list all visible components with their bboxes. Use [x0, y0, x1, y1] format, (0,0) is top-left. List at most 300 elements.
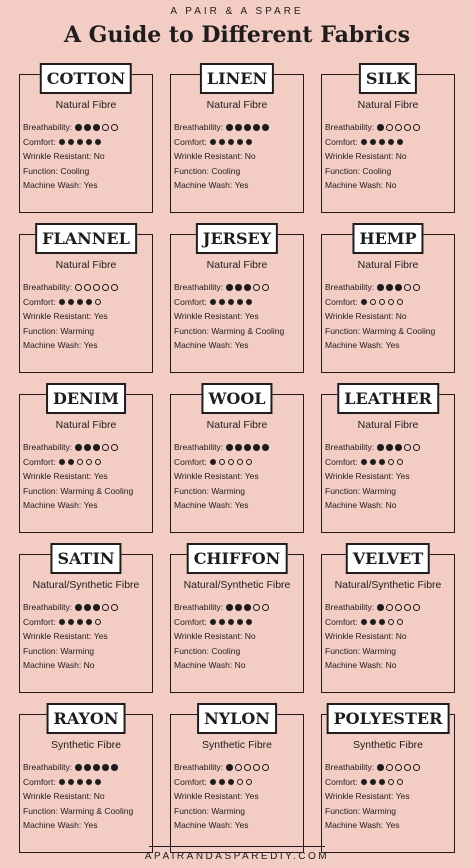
filled-dot [59, 139, 66, 146]
filled-dot [361, 459, 368, 466]
function-row [23, 644, 152, 659]
wrinkle-row-label: Wrinkle Resistant: [174, 311, 243, 322]
filled-dot [86, 779, 93, 786]
empty-dot [388, 299, 395, 306]
empty-dot [413, 124, 420, 131]
breathability-row-rating [226, 604, 271, 611]
comfort-row-rating [361, 459, 406, 466]
filled-dot [210, 299, 217, 306]
machine-wash-row [325, 338, 454, 353]
comfort-row [23, 775, 152, 790]
comfort-row-rating [361, 619, 406, 626]
filled-dot [75, 444, 82, 451]
machine-wash-row-label: Machine Wash: [325, 340, 384, 351]
comfort-row-rating [210, 619, 255, 626]
breathability-row [174, 600, 303, 615]
comfort-row [325, 455, 454, 470]
wrinkle-row [174, 469, 303, 484]
comfort-row-rating [59, 139, 104, 146]
fabric-properties [23, 760, 152, 833]
filled-dot [219, 779, 226, 786]
filled-dot [84, 124, 91, 131]
comfort-row [23, 615, 152, 630]
wrinkle-row-label: Wrinkle Resistant: [174, 791, 243, 802]
wrinkle-row-value: Yes [395, 471, 410, 482]
breathability-row-label: Breathability: [325, 442, 375, 452]
filled-dot [377, 444, 384, 451]
wrinkle-row-label: Wrinkle Resistant: [23, 311, 92, 322]
fibre-type: Natural Fibre [206, 259, 268, 271]
function-row-value: Warming [211, 805, 246, 816]
function-row [174, 164, 303, 179]
machine-wash-row [325, 498, 454, 513]
filled-dot [377, 764, 384, 771]
wrinkle-row-label: Wrinkle Resistant: [174, 151, 243, 162]
breathability-row-rating [377, 604, 422, 611]
wrinkle-row-label: Wrinkle Resistant: [325, 791, 394, 802]
filled-dot [228, 779, 235, 786]
machine-wash-row-value: Yes [83, 500, 98, 511]
filled-dot [210, 139, 217, 146]
filled-dot [86, 619, 93, 626]
breathability-row-rating [75, 604, 120, 611]
wrinkle-row [325, 789, 454, 804]
empty-dot [246, 779, 253, 786]
breathability-row-label: Breathability: [174, 122, 224, 132]
machine-wash-row-value: Yes [234, 500, 249, 511]
function-row-label: Function: [23, 325, 58, 336]
empty-dot [404, 284, 411, 291]
wrinkle-row-value: Yes [395, 791, 410, 802]
machine-wash-row-value: No [385, 500, 397, 511]
filled-dot [370, 779, 377, 786]
comfort-row-label: Comfort: [325, 616, 358, 627]
fabric-name: VELVET [346, 543, 430, 574]
machine-wash-row-label: Machine Wash: [23, 340, 82, 351]
fibre-type: Synthetic Fibre [50, 739, 122, 751]
fabric-name: RAYON [47, 703, 126, 734]
filled-dot [59, 299, 66, 306]
breathability-row-rating [75, 764, 120, 771]
filled-dot [379, 779, 386, 786]
breathability-row-label: Breathability: [174, 282, 224, 292]
fibre-type: Natural Fibre [206, 99, 268, 111]
comfort-row-rating [210, 299, 255, 306]
filled-dot [68, 779, 75, 786]
empty-dot [395, 604, 402, 611]
comfort-row [174, 775, 303, 790]
wrinkle-row [325, 469, 454, 484]
breathability-row [23, 600, 152, 615]
breathability-row [174, 120, 303, 135]
wrinkle-row [174, 629, 303, 644]
filled-dot [59, 459, 66, 466]
function-row-value: Warming & Cooling [60, 485, 134, 496]
filled-dot [77, 139, 84, 146]
machine-wash-row-label: Machine Wash: [23, 820, 82, 831]
function-row-label: Function: [325, 325, 360, 336]
comfort-row [23, 455, 152, 470]
function-row-label: Function: [23, 485, 58, 496]
empty-dot [102, 124, 109, 131]
comfort-row-rating [59, 779, 104, 786]
machine-wash-row-value: Yes [234, 340, 249, 351]
function-row [325, 324, 454, 339]
comfort-row [23, 295, 152, 310]
filled-dot [262, 124, 269, 131]
breathability-row-label: Breathability: [174, 762, 224, 772]
filled-dot [93, 124, 100, 131]
function-row-value: Warming & Cooling [211, 325, 285, 336]
filled-dot [84, 444, 91, 451]
machine-wash-row [23, 498, 152, 513]
empty-dot [95, 459, 102, 466]
empty-dot [253, 764, 260, 771]
empty-dot [253, 604, 260, 611]
empty-dot [235, 764, 242, 771]
function-row-label: Function: [23, 645, 58, 656]
filled-dot [86, 139, 93, 146]
filled-dot [77, 299, 84, 306]
comfort-row-label: Comfort: [23, 456, 56, 467]
empty-dot [102, 284, 109, 291]
empty-dot [262, 604, 269, 611]
function-row [23, 804, 152, 819]
function-row [174, 484, 303, 499]
comfort-row-label: Comfort: [325, 456, 358, 467]
machine-wash-row-label: Machine Wash: [325, 660, 384, 671]
filled-dot [370, 619, 377, 626]
comfort-row [325, 775, 454, 790]
machine-wash-row-value: No [385, 660, 397, 671]
machine-wash-row-value: Yes [234, 180, 249, 191]
fabric-card [19, 69, 153, 213]
machine-wash-row [23, 338, 152, 353]
machine-wash-row-label: Machine Wash: [325, 180, 384, 191]
filled-dot [361, 139, 368, 146]
empty-dot [84, 284, 91, 291]
comfort-row-rating [59, 299, 104, 306]
empty-dot [397, 619, 404, 626]
fibre-type: Natural Fibre [357, 419, 419, 431]
empty-dot [404, 764, 411, 771]
machine-wash-row-value: No [83, 660, 95, 671]
fabric-card [19, 549, 153, 693]
fabric-properties [23, 600, 152, 673]
function-row-label: Function: [174, 325, 209, 336]
machine-wash-row-value: No [234, 660, 246, 671]
wrinkle-row [325, 309, 454, 324]
filled-dot [237, 619, 244, 626]
empty-dot [413, 284, 420, 291]
function-row-value: Warming [60, 645, 95, 656]
empty-dot [404, 444, 411, 451]
fabric-card [321, 69, 455, 213]
fibre-type: Natural/Synthetic Fibre [183, 579, 291, 591]
wrinkle-row-label: Wrinkle Resistant: [325, 151, 394, 162]
empty-dot [388, 779, 395, 786]
function-row [325, 644, 454, 659]
comfort-row-label: Comfort: [174, 136, 207, 147]
machine-wash-row-value: Yes [385, 820, 400, 831]
comfort-row-rating [210, 779, 255, 786]
breathability-row-label: Breathability: [23, 602, 73, 612]
machine-wash-row-label: Machine Wash: [23, 660, 82, 671]
filled-dot [95, 139, 102, 146]
wrinkle-row [174, 309, 303, 324]
fabric-grid [19, 63, 455, 853]
fabric-name: LINEN [200, 63, 274, 94]
filled-dot [379, 139, 386, 146]
filled-dot [68, 459, 75, 466]
comfort-row-label: Comfort: [174, 616, 207, 627]
filled-dot [59, 779, 66, 786]
machine-wash-row [174, 818, 303, 833]
filled-dot [228, 619, 235, 626]
filled-dot [370, 459, 377, 466]
function-row-label: Function: [23, 165, 58, 176]
wrinkle-row-value: Yes [244, 471, 259, 482]
fibre-type: Natural Fibre [206, 419, 268, 431]
comfort-row-label: Comfort: [23, 776, 56, 787]
fabric-properties [325, 120, 454, 193]
comfort-row-label: Comfort: [23, 616, 56, 627]
filled-dot [210, 459, 217, 466]
filled-dot [226, 444, 233, 451]
empty-dot [111, 444, 118, 451]
empty-dot [228, 459, 235, 466]
wrinkle-row-label: Wrinkle Resistant: [325, 631, 394, 642]
breathability-row-rating [226, 284, 271, 291]
fibre-type: Natural/Synthetic Fibre [334, 579, 442, 591]
machine-wash-row-label: Machine Wash: [23, 180, 82, 191]
wrinkle-row-value: No [244, 631, 256, 642]
fabric-card [19, 229, 153, 373]
machine-wash-row [325, 818, 454, 833]
filled-dot [244, 444, 251, 451]
breathability-row [325, 760, 454, 775]
empty-dot [386, 124, 393, 131]
filled-dot [253, 124, 260, 131]
filled-dot [397, 139, 404, 146]
function-row-value: Warming [362, 485, 397, 496]
filled-dot [246, 299, 253, 306]
machine-wash-row-label: Machine Wash: [325, 500, 384, 511]
fibre-type: Natural Fibre [357, 259, 419, 271]
fabric-properties [325, 760, 454, 833]
machine-wash-row-label: Machine Wash: [174, 180, 233, 191]
empty-dot [370, 299, 377, 306]
comfort-row-rating [361, 139, 406, 146]
fabric-name: DENIM [46, 383, 126, 414]
breathability-row-rating [75, 284, 120, 291]
machine-wash-row-value: Yes [83, 820, 98, 831]
fabric-properties [23, 280, 152, 353]
comfort-row-rating [361, 779, 406, 786]
breathability-row-rating [226, 764, 271, 771]
comfort-row-label: Comfort: [325, 136, 358, 147]
fabric-name: SILK [359, 63, 417, 94]
filled-dot [361, 779, 368, 786]
breathability-row [325, 440, 454, 455]
comfort-row-label: Comfort: [325, 776, 358, 787]
filled-dot [68, 299, 75, 306]
filled-dot [59, 619, 66, 626]
wrinkle-row-value: No [93, 791, 105, 802]
fabric-name: SATIN [50, 543, 121, 574]
wrinkle-row-value: Yes [93, 471, 108, 482]
wrinkle-row [23, 309, 152, 324]
breathability-row-label: Breathability: [23, 122, 73, 132]
filled-dot [210, 779, 217, 786]
empty-dot [77, 459, 84, 466]
filled-dot [361, 299, 368, 306]
filled-dot [361, 619, 368, 626]
filled-dot [75, 764, 82, 771]
function-row-value: Cooling [60, 165, 90, 176]
function-row-label: Function: [174, 805, 209, 816]
comfort-row [23, 135, 152, 150]
wrinkle-row [174, 149, 303, 164]
fabric-name: POLYESTER [327, 703, 450, 734]
filled-dot [388, 139, 395, 146]
empty-dot [102, 444, 109, 451]
empty-dot [86, 459, 93, 466]
function-row-label: Function: [325, 165, 360, 176]
filled-dot [226, 764, 233, 771]
breathability-row-label: Breathability: [174, 602, 224, 612]
filled-dot [262, 444, 269, 451]
filled-dot [111, 764, 118, 771]
function-row [174, 324, 303, 339]
comfort-row [174, 295, 303, 310]
breathability-row [23, 120, 152, 135]
fabric-card [321, 229, 455, 373]
filled-dot [386, 284, 393, 291]
breathability-row-rating [377, 444, 422, 451]
machine-wash-row [174, 178, 303, 193]
filled-dot [77, 779, 84, 786]
function-row-label: Function: [174, 485, 209, 496]
fabric-card [321, 549, 455, 693]
empty-dot [262, 284, 269, 291]
filled-dot [395, 444, 402, 451]
empty-dot [397, 779, 404, 786]
filled-dot [93, 444, 100, 451]
breathability-row [174, 760, 303, 775]
filled-dot [75, 604, 82, 611]
filled-dot [395, 284, 402, 291]
filled-dot [235, 284, 242, 291]
comfort-row-label: Comfort: [174, 456, 207, 467]
machine-wash-row-value: Yes [234, 820, 249, 831]
fibre-type: Natural Fibre [55, 259, 117, 271]
wrinkle-row [325, 149, 454, 164]
empty-dot [395, 124, 402, 131]
comfort-row-rating [59, 619, 104, 626]
empty-dot [111, 284, 118, 291]
function-row [325, 164, 454, 179]
fabric-name: CHIFFON [187, 543, 288, 574]
breathability-row [23, 440, 152, 455]
fibre-type: Synthetic Fibre [201, 739, 273, 751]
empty-dot [379, 299, 386, 306]
function-row-value: Warming & Cooling [362, 325, 436, 336]
machine-wash-row [174, 338, 303, 353]
machine-wash-row [174, 658, 303, 673]
empty-dot [237, 459, 244, 466]
filled-dot [95, 779, 102, 786]
empty-dot [395, 764, 402, 771]
machine-wash-row-label: Machine Wash: [174, 660, 233, 671]
wrinkle-row-value: No [395, 631, 407, 642]
empty-dot [388, 619, 395, 626]
breathability-row-rating [377, 284, 422, 291]
wrinkle-row [174, 789, 303, 804]
empty-dot [413, 604, 420, 611]
breathability-row-rating [75, 444, 120, 451]
filled-dot [379, 459, 386, 466]
fabric-properties [325, 600, 454, 673]
fabric-properties [325, 440, 454, 513]
comfort-row-rating [361, 299, 406, 306]
function-row [325, 484, 454, 499]
filled-dot [244, 604, 251, 611]
empty-dot [93, 284, 100, 291]
breathability-row-label: Breathability: [23, 762, 73, 772]
comfort-row-label: Comfort: [325, 296, 358, 307]
function-row [174, 644, 303, 659]
filled-dot [68, 619, 75, 626]
filled-dot [246, 139, 253, 146]
filled-dot [386, 444, 393, 451]
filled-dot [253, 444, 260, 451]
wrinkle-row-label: Wrinkle Resistant: [23, 471, 92, 482]
filled-dot [377, 124, 384, 131]
breathability-row-label: Breathability: [325, 122, 375, 132]
breathability-row-rating [75, 124, 120, 131]
wrinkle-row [23, 149, 152, 164]
fabric-name: WOOL [201, 383, 272, 414]
wrinkle-row [23, 629, 152, 644]
empty-dot [219, 459, 226, 466]
function-row-label: Function: [325, 805, 360, 816]
comfort-row-label: Comfort: [23, 296, 56, 307]
empty-dot [262, 764, 269, 771]
function-row-label: Function: [325, 645, 360, 656]
filled-dot [226, 604, 233, 611]
fabric-name: JERSEY [196, 223, 278, 254]
machine-wash-row-label: Machine Wash: [23, 500, 82, 511]
function-row-value: Cooling [211, 645, 241, 656]
filled-dot [370, 139, 377, 146]
wrinkle-row [325, 629, 454, 644]
footer-divider [149, 846, 325, 847]
function-row-value: Cooling [362, 165, 392, 176]
fabric-name: NYLON [197, 703, 277, 734]
machine-wash-row-value: Yes [83, 340, 98, 351]
empty-dot [397, 459, 404, 466]
filled-dot [84, 604, 91, 611]
fabric-properties [23, 440, 152, 513]
fabric-card [170, 229, 304, 373]
breathability-row-label: Breathability: [325, 762, 375, 772]
fibre-type: Synthetic Fibre [352, 739, 424, 751]
empty-dot [404, 124, 411, 131]
machine-wash-row-label: Machine Wash: [174, 340, 233, 351]
machine-wash-row [23, 818, 152, 833]
breathability-row [23, 760, 152, 775]
